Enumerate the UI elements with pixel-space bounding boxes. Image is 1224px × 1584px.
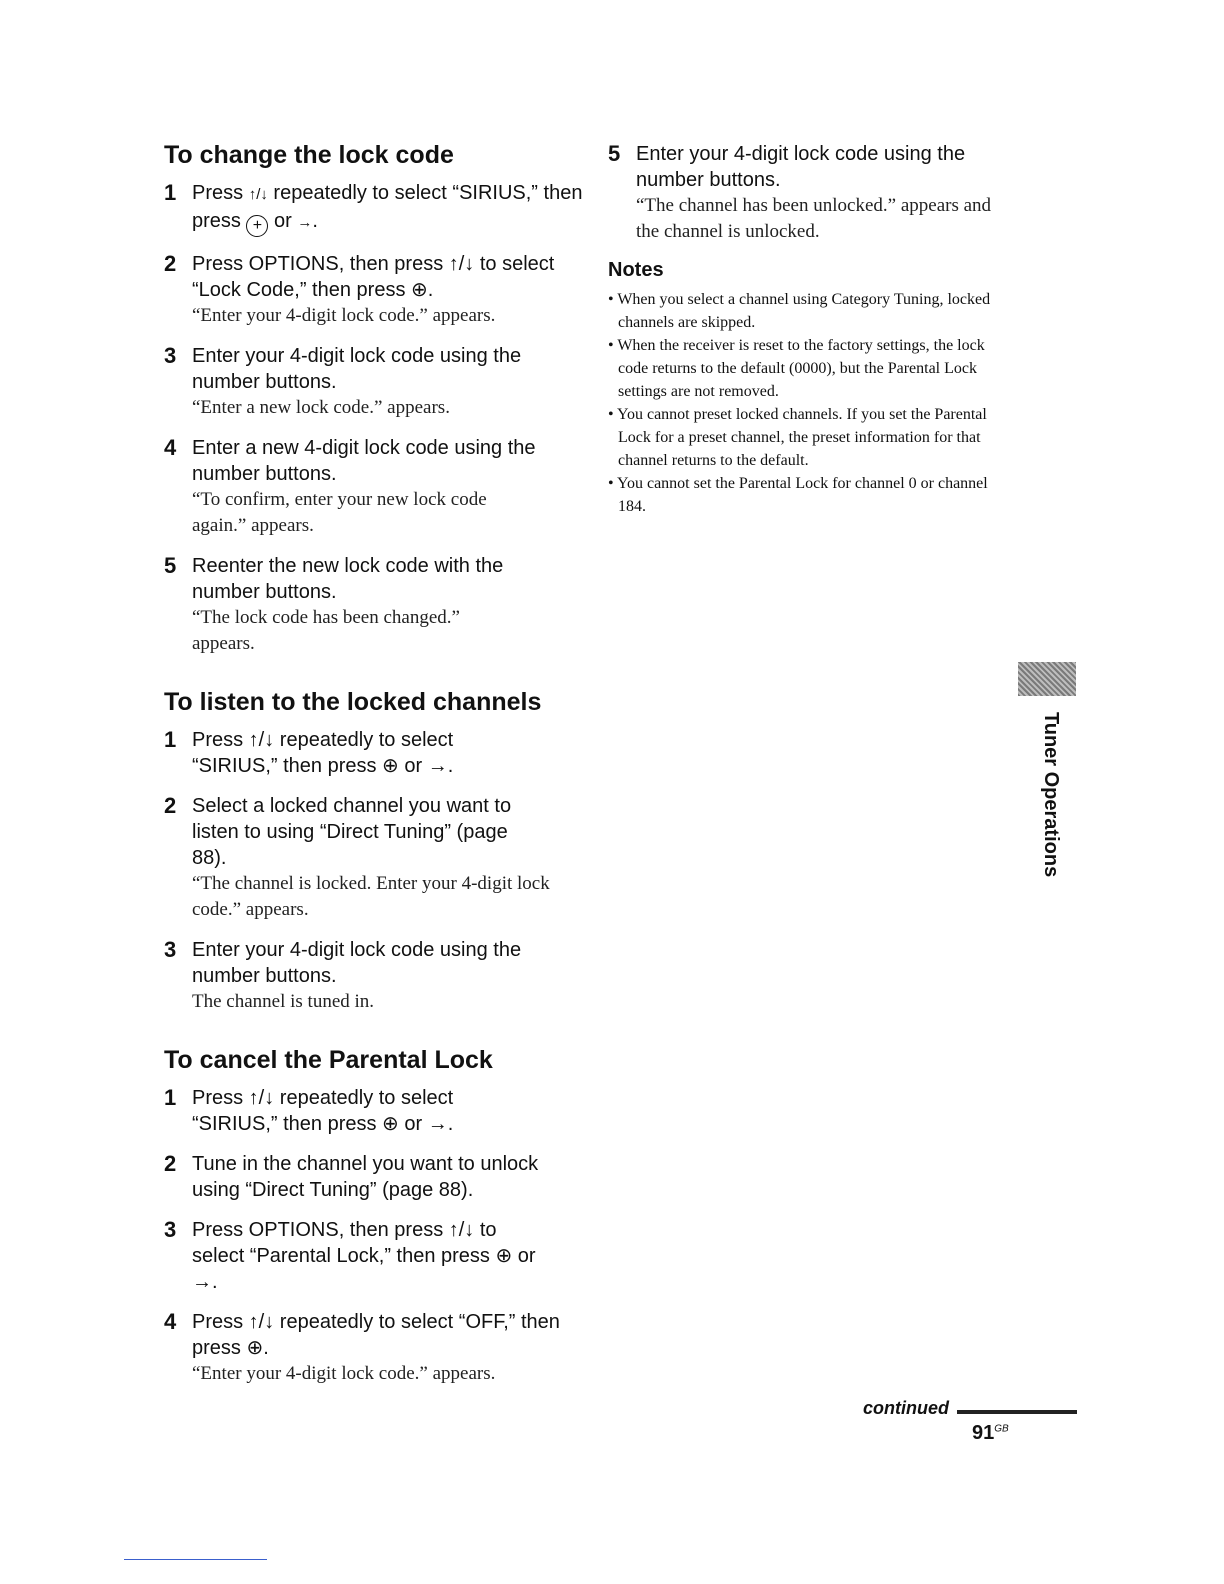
cancel-step-4: 4 Press ↑/↓ repeatedly to select “OFF,” then press ⊕. “Enter your 4-digit lock code.” appears. (164, 1309, 584, 1387)
step-result: “Enter your 4-digit lock code.” appears. (192, 1363, 496, 1384)
heading-listen-locked-channels: To listen to the locked channels (164, 688, 542, 716)
page-number: $91^{GB}$ (972, 1422, 1009, 1444)
change-step-5: 5 Reenter the new lock code with the number buttons. “The lock code has been changed.” appears. (164, 553, 584, 657)
listen-step-1: 1 Press ↑/↓ repeatedly to select “SIRIUS,” then press ⊕ or →. (164, 727, 454, 777)
change-step-1: 1 Press ↑/↓ repeatedly to select “SIRIUS,” then press + or →. (164, 180, 584, 237)
note-item: • When you select a channel using Category Tuning, locked channels are skipped. (608, 291, 991, 331)
step-result: “Enter your 4-digit lock code.” appears. (192, 305, 496, 326)
notes-list (608, 288, 1008, 518)
change-step-3: 3 Enter your 4-digit lock code using the number buttons. “Enter a new lock code.” appears. (164, 343, 584, 421)
step-result: “To confirm, enter your new lock code again.” appears. (192, 489, 487, 536)
footer-rule (124, 1559, 267, 1560)
step-result: “The lock code has been changed.” appears. (192, 607, 460, 654)
change-step-2: 2 Press OPTIONS, then press ↑/↓ to select “Lock Code,” then press ⊕. “Enter your 4-digit lock code.” appears. (164, 251, 584, 329)
right-column (608, 141, 1008, 518)
heading-cancel-parental-lock: To cancel the Parental Lock (164, 1046, 493, 1074)
enter-button-icon: + (246, 215, 268, 237)
notes-heading: Notes (608, 259, 664, 281)
right-arrow-icon: → (297, 214, 313, 231)
note-item: • When the receiver is reset to the factory settings, the lock code returns to the default (0000), but the Parental Lock settings are not removed. (608, 337, 985, 400)
unlock-step-5: 5 Enter your 4-digit lock code using the number buttons. “The channel has been unlocked.” appears and the channel is unlocked. (608, 141, 1008, 245)
section-tab-marker (1018, 662, 1076, 696)
step-result: “Enter a new lock code.” appears. (192, 397, 450, 418)
step-result: The channel is tuned in. (192, 991, 375, 1012)
note-item: • You cannot preset locked channels. If you set the Parental Lock for a preset channel, the preset information for that channel returns to the default. (608, 406, 987, 469)
heading-change-lock-code: To change the lock code (164, 141, 454, 169)
change-step-4: 4 Enter a new 4-digit lock code using the number buttons. “To confirm, enter your new lock code again.” appears. (164, 435, 584, 539)
listen-step-2: 2 Select a locked channel you want to listen to using “Direct Tuning” (page 88). “The channel is locked. Enter your 4-digit lock code.” appears. (164, 793, 584, 923)
listen-step-3: 3 Enter your 4-digit lock code using the number buttons. The channel is tuned in. (164, 937, 584, 1015)
step-result: “The channel has been unlocked.” appears and the channel is unlocked. (636, 195, 992, 242)
continued-rule (957, 1410, 1077, 1414)
step-result: “The channel is locked. Enter your 4-digit lock code.” appears. (192, 873, 550, 920)
continued-label: continued (863, 1398, 949, 1418)
up-down-arrow-icon: ↑/↓ (248, 186, 268, 203)
section-tab-label: Tuner Operations (1040, 712, 1062, 878)
cancel-step-2: 2 Tune in the channel you want to unlock using “Direct Tuning” (page 88). (164, 1151, 539, 1201)
note-item: • You cannot set the Parental Lock for channel 0 or channel 184. (608, 475, 988, 515)
cancel-step-3: 3 Press OPTIONS, then press ↑/↓ to select “Parental Lock,” then press ⊕ or →. (164, 1217, 536, 1293)
left-column (164, 140, 584, 1387)
cancel-step-1: 1 Press ↑/↓ repeatedly to select “SIRIUS,” then press ⊕ or →. (164, 1085, 454, 1135)
